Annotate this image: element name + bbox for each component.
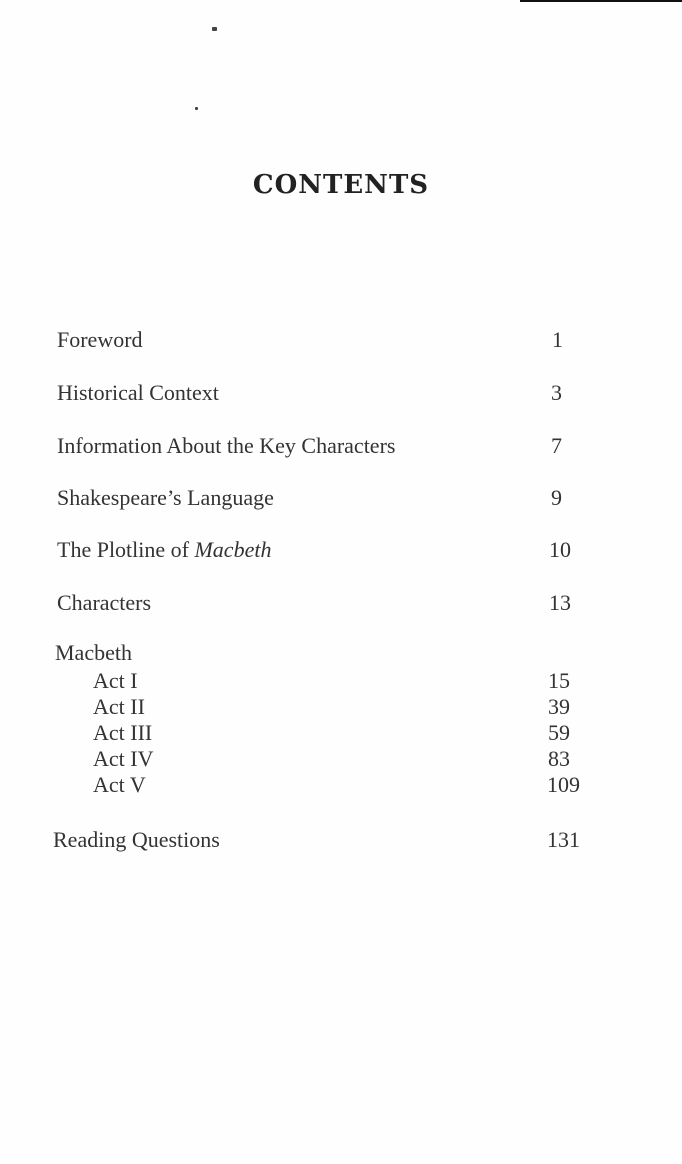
toc-entry-page: 83 [548, 746, 570, 771]
toc-entry-page: 9 [551, 485, 562, 510]
toc-entry-label: Act V [93, 772, 146, 797]
toc-entry-label-title: Macbeth [194, 537, 272, 562]
toc-entry-label: Reading Questions [53, 827, 220, 852]
toc-entry-historical-context [0, 380, 682, 410]
toc-entry-foreword [0, 327, 682, 357]
toc-entry-label: Shakespeare’s Language [57, 485, 274, 510]
toc-entry-reading-questions [0, 827, 682, 857]
toc-entry-label: Foreword [57, 327, 143, 352]
toc-entry-page: 7 [551, 433, 562, 458]
page-title: CONTENTS [252, 170, 430, 200]
toc-entry-label: Act IV [93, 746, 154, 771]
toc-entry-label [57, 537, 271, 563]
toc-section-heading: Macbeth [55, 640, 132, 665]
toc-entry-label: Information About the Key Characters [57, 433, 396, 458]
toc-entry-label-prefix: The Plotline of [57, 537, 195, 562]
toc-entry-page: 131 [547, 827, 580, 852]
toc-entry-label: Act III [93, 720, 153, 745]
toc-entry-page: 10 [549, 537, 571, 562]
toc-entry-characters [0, 590, 682, 620]
print-speck [195, 107, 198, 110]
toc-entry-page: 15 [548, 668, 570, 693]
toc-entry-page: 1 [552, 327, 563, 352]
toc-entry-page: 109 [547, 772, 580, 797]
toc-entry-page: 13 [549, 590, 571, 615]
print-speck [212, 27, 217, 31]
toc-entry-key-characters [0, 433, 682, 463]
toc-entry-label: Act II [93, 694, 145, 719]
toc-entry-shakespeares-language [0, 485, 682, 515]
toc-entry-page: 39 [548, 694, 570, 719]
page-top-edge [520, 0, 682, 2]
toc-entry-act-v [0, 772, 682, 802]
toc-entry-plotline [0, 537, 682, 567]
toc-entry-label: Act I [93, 668, 138, 693]
toc-entry-page: 3 [551, 380, 562, 405]
toc-entry-label: Historical Context [57, 380, 219, 405]
toc-entry-page: 59 [548, 720, 570, 745]
toc-entry-label: Characters [57, 590, 152, 615]
